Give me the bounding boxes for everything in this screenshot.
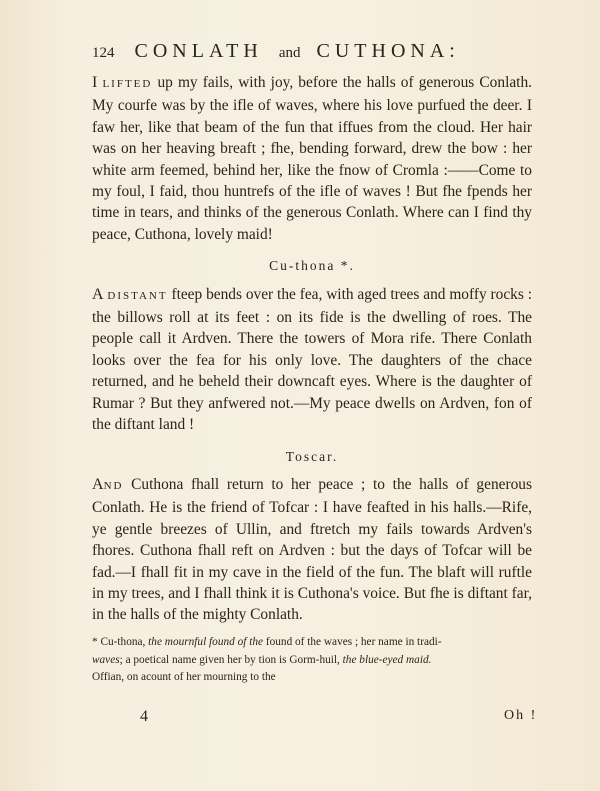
paragraph-3 — [92, 474, 532, 626]
footnote-line-1 — [92, 634, 532, 652]
footnote-line-2 — [92, 652, 532, 670]
lead-small-caps: LIFTED — [102, 78, 153, 90]
header-title-left: CONLATH — [134, 40, 263, 62]
paragraph-2 — [92, 284, 532, 436]
main-text — [92, 72, 532, 626]
speaker-heading-toscar: Toscar. — [285, 448, 339, 464]
footnote-mid: found of the waves ; her name in tradi- — [263, 636, 442, 648]
lead-small-caps: DISTANT — [107, 289, 168, 302]
footnote-mark: * Cu-thona, — [92, 636, 146, 648]
header-title-right: CUTHONA: — [316, 40, 460, 62]
paragraph-text: up my fails, with joy, before the halls of generous Conlath. My courfe was by the ifle of waves, where his love purfued the deer. I faw her, like that beam of the fun that iffues from the cloud. Her hair was on her heaving breaft ; fhe, bending forward, drew the bow : her white arm feemed, behind her, like the fnow of Cromla :——Come to my foul, I faid, thou huntrefs of the ifle of waves ! But fhe fpends her time in tears, and thinks of the generous Conlath. Where can I find thy peace, Cuthona, lovely maid! — [92, 74, 532, 243]
paragraph-text: fteep bends over the fea, with aged trees and moffy rocks : the billows roll at its feet : on its fide is the dwelling of roes. The people call it Ardven. There the towers of Mora rife. There Conlath looks over the fea for his only love. The daughters of the chace returned, and he beheld their downcaft eyes. Where is the daughter of Rumar ? But they anfwered not.—My peace dwells on Ardven, fon of the diftant land ! — [92, 285, 532, 434]
signature-mark: 4 — [140, 708, 148, 725]
speaker-heading-cuthona: Cu-thona *. — [269, 258, 355, 274]
footnote-line-3: Offian, on acount of her mourning to the — [92, 671, 276, 683]
paragraph-1 — [92, 72, 532, 245]
paragraph-text: Cuthona fhall return to her peace ; to the halls of generous Conlath. He is the friend of Tofcar : I have feafted in his halls.—Rife, ye gentle breezes of Ullin, and ftretch my fails towards Ardven's fhores. Cuthona fhall reft on Ardven : but the days of Tofcar will be fad.—I fhall fit in my cave in the field of the fun. The blaft will ruftle in my trees, and I fhall think it is Cuthona's voice. But fhe is diftant far, in the halls of the mighty Conlath. — [92, 475, 532, 624]
page-number: 124 — [92, 45, 115, 61]
lead-initial: A — [92, 475, 104, 493]
lead-initial: I — [92, 74, 98, 91]
catchword: Oh ! — [504, 708, 538, 723]
lead-initial: A — [92, 285, 104, 303]
footnote-italic-1: the mournful found of the — [148, 636, 264, 648]
lead-small-caps: ND — [103, 479, 124, 492]
footnote — [92, 634, 532, 687]
header-title-and: and — [278, 45, 301, 61]
running-header — [92, 40, 512, 63]
footnote-italic-start: waves — [92, 653, 120, 666]
footnote-line-2-text: ; a poetical name given her by tion is Gorm-huil, — [119, 653, 340, 666]
footnote-italic-2: the blue-eyed maid. — [342, 653, 432, 666]
